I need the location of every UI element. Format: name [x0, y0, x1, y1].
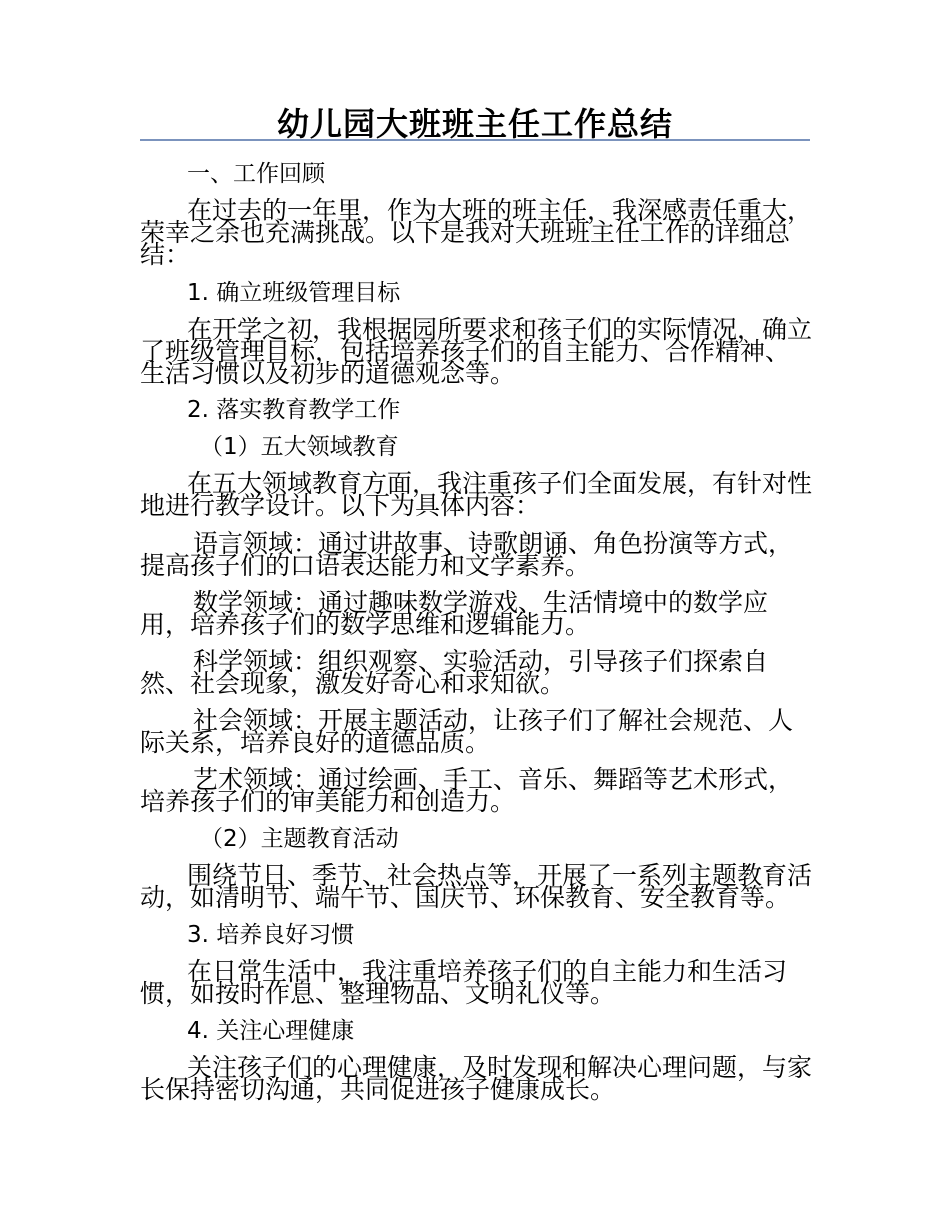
paragraph-class-goals: 在开学之初，我根据园所要求和孩子们的实际情况，确立了班级管理目标，包括培养孩子们的自主能力、合作精神、生活习惯以及初步的道德观念等。 — [140, 315, 813, 388]
heading-mental-health: 4. 关注心理健康 — [187, 1018, 355, 1044]
paragraph-theme-activities: 围绕节日、季节、社会热点等，开展了一系列主题教育活动，如清明节、端午节、国庆节、环保教育、安全教育等。 — [140, 861, 813, 912]
paragraph-mental-health: 关注孩子们的心理健康，及时发现和解决心理问题，与家长保持密切沟通，共同促进孩子健康成长。 — [140, 1053, 813, 1104]
subheading-five-domains: （1）五大领域教育 — [200, 434, 399, 460]
section-heading-review: 一、工作回顾 — [187, 161, 325, 187]
intro-paragraph: 在过去的一年里，作为大班的班主任，我深感责任重大，荣幸之余也充满挑战。以下是我对大班班主任工作的详细总结： — [140, 196, 813, 269]
list-item-art: 艺术领域：通过绘画、手工、音乐、舞蹈等艺术形式，培养孩子们的审美能力和创造力。 — [140, 765, 794, 816]
paragraph-good-habits: 在日常生活中，我注重培养孩子们的自主能力和生活习惯，如按时作息、整理物品、文明礼仪等。 — [140, 957, 788, 1008]
title-underline — [140, 139, 810, 141]
heading-class-goals: 1. 确立班级管理目标 — [187, 280, 401, 306]
heading-good-habits: 3. 培养良好习惯 — [187, 922, 355, 948]
document-title: 幼儿园大班班主任工作总结 — [276, 105, 673, 143]
list-item-science: 科学领域：组织观察、实验活动，引导孩子们探索自然、社会现象，激发好奇心和求知欲。 — [140, 647, 769, 698]
list-item-language: 语言领域：通过讲故事、诗歌朗诵、角色扮演等方式，提高孩子们的口语表达能力和文学素养。 — [140, 529, 794, 580]
heading-teaching-work: 2. 落实教育教学工作 — [187, 397, 401, 423]
list-item-social: 社会领域：开展主题活动，让孩子们了解社会规范、人际关系，培养良好的道德品质。 — [140, 706, 794, 757]
list-item-math: 数学领域：通过趣味数学游戏、生活情境中的数学应用，培养孩子们的数学思维和逻辑能力。 — [140, 588, 769, 639]
paragraph-five-domains: 在五大领域教育方面，我注重孩子们全面发展，有针对性地进行教学设计。以下为具体内容： — [140, 469, 813, 520]
subheading-theme-activities: （2）主题教育活动 — [200, 826, 399, 852]
